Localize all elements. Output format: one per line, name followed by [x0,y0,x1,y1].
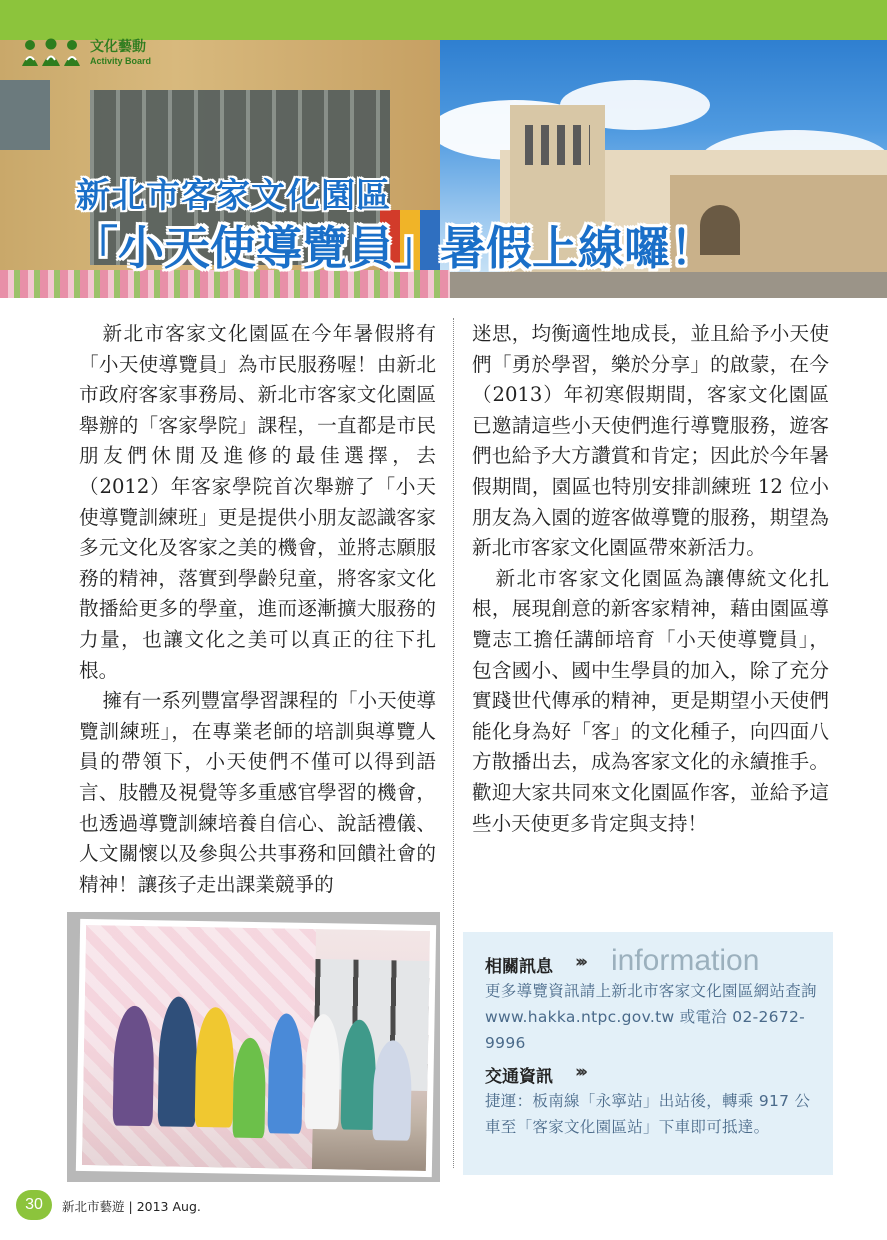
people-icon [20,38,82,68]
info-heading-en: information [611,944,760,977]
column-divider [453,318,454,1168]
group-photo [82,925,430,1171]
person [372,1040,412,1141]
article-paragraph: 新北市客家文化園區在今年暑假將有「小天使導覽員」為市民服務喔！由新北市政府客家事務局、新北市客家文化園區舉辦的「客家學院」課程，一直都是市民朋友們休閒及進修的最佳選擇，去（2012）年客家學院首次舉辦了「小天使導覽訓練班」更是提供小朋友認識客家多元文化及客家之美的機會，並將志願服務的精神，落實到學齡兒童，將客家文化散播給更多的學童，進而逐漸擴大服務的力量，也讓文化之美可以真正的往下扎根。 [79,322,436,682]
person [341,1020,377,1131]
person [305,1014,341,1130]
person [113,1006,155,1127]
person [232,1038,266,1139]
article-column-right [472,319,829,839]
building-window [0,80,50,150]
section-title: 文化藝動 [90,39,146,55]
tower-window [525,125,590,165]
footer-separator: | [128,1199,133,1214]
chevron-right-icon: ››› [575,1062,585,1082]
headline-line2: 「小天使導覽員」暑假上線囉！ [72,221,716,275]
chevron-right-icon: ››› [575,952,585,972]
article-paragraph: 擁有一系列豐富學習課程的「小天使導覽訓練班」，在專業老師的培訓與導覽人員的帶領下，小天使們不僅可以得到語言、肢體及視覺等多重感官學習的機會，也透過導覽訓練培養自信心、說話禮儀、人文關懷以及參與公共事務和回饋社會的精神！讓孩子走出課業競爭的 [79,689,436,896]
section-logo [20,38,151,68]
footer-publication [62,1197,201,1215]
issue-date: 2013 Aug. [136,1199,201,1214]
headline-line1: 新北市客家文化園區 [76,176,391,216]
article-paragraph: 迷思，均衡適性地成長，並且給予小天使們「勇於學習，樂於分享」的啟蒙，在今（2013）年初寒假期間，客家文化園區已邀請這些小天使們進行導覽服務，遊客們也給予大方讚賞和肯定；因此於今年暑假期間，園區也特別安排訓練班 12 位小朋友為入園的遊客做導覽的服務，期望為新北市客家文化園區帶來新活力。 [472,322,829,560]
page-number: 30 [16,1190,52,1220]
publication-name: 新北市藝遊 [62,1199,125,1214]
person [195,1007,235,1128]
article-paragraph: 新北市客家文化園區為讓傳統文化扎根，展現創意的新客家精神，藉由園區導覽志工擔任講師培育「小天使導覽員」，包含國小、國中生學員的加入，除了充分實踐世代傳承的精神，更是期望小天使們能化身為好「客」的文化種子，向四面八方散播出去，成為客家文化的永續推手。歡迎大家共同來文化園區作客，並給予這些小天使更多肯定與支持！ [472,566,829,835]
transport-text: 捷運：板南線「永寧站」出站後，轉乘 917 公車至「客家文化園區站」下車即可抵達。 [485,1092,811,1136]
article-column-left [79,319,436,900]
info-box [463,932,833,1175]
info-text: 更多導覽資訊請上新北市客家文化園區網站查詢 www.hakka.ntpc.gov.tw 或電洽 02-2672-9996 [485,982,817,1052]
section-subtitle: Activity Board [90,56,152,66]
transport-heading: 交通資訊 [485,1067,553,1087]
person [268,1013,304,1134]
top-color-band [0,0,887,40]
info-heading: 相關訊息 [485,957,553,977]
